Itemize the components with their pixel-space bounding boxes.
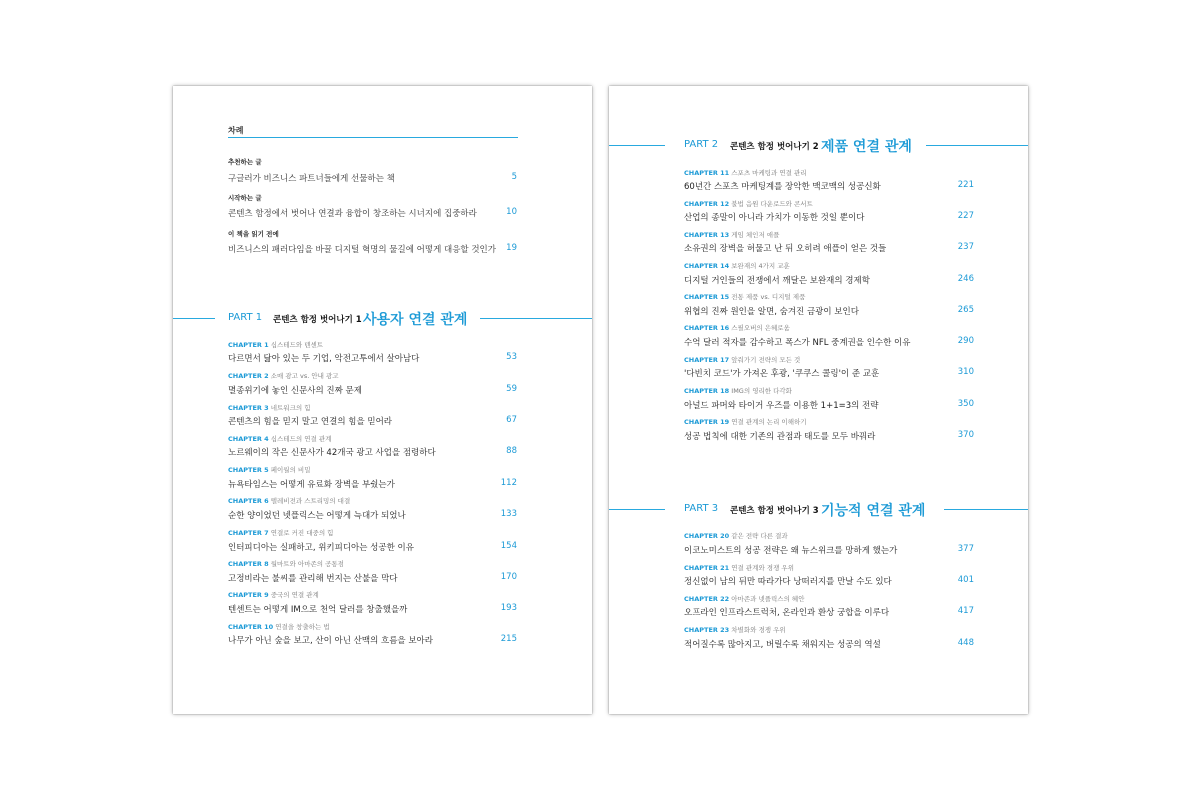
chapter-page-number: 227 (957, 211, 974, 221)
chapter-title: 나무가 아닌 숲을 보고, 산이 아닌 산맥의 흐름을 보아라 (228, 636, 433, 646)
toc-page-left (173, 86, 592, 714)
chapter-page-number: 417 (957, 606, 974, 616)
part-divider-line (173, 318, 215, 319)
preface-label: 이 책을 읽기 전에 (228, 230, 279, 238)
chapter-label: CHAPTER 17 앞줘가기 전략의 모든 것 (684, 356, 801, 364)
chapter-title: 오프라인 인프라스트럭처, 온라인과 환상 궁합을 이루다 (684, 608, 890, 618)
chapter-label: CHAPTER 21 연결 관계와 경쟁 우위 (684, 564, 794, 572)
chapter-page-number: 350 (957, 399, 974, 409)
chapter-page-number: 154 (500, 541, 517, 551)
chapter-label: CHAPTER 14 보완재의 4가지 교훈 (684, 262, 790, 270)
chapter-title: 텐센트는 어떻게 IM으로 천억 달러를 창출했을까 (228, 605, 408, 615)
chapter-label: CHAPTER 16 스필오버의 은혜로움 (684, 324, 790, 332)
chapter-title: 위협의 진짜 원인을 알면, 숨겨진 금광이 보인다 (684, 307, 859, 317)
chapter-label: CHAPTER 4 십스테드의 연결 관계 (228, 435, 332, 443)
chapter-title: 인터피디아는 실패하고, 위키피디아는 성공한 이유 (228, 543, 414, 553)
chapter-title: 아널드 파머와 타이거 우즈를 이용한 1+1=3의 전략 (684, 401, 879, 411)
chapter-label: CHAPTER 8 월마트와 아마존의 공통점 (228, 560, 344, 568)
chapter-page-number: 265 (957, 305, 974, 315)
preface-page-number: 10 (506, 207, 517, 217)
chapter-page-number: 377 (957, 544, 974, 554)
chapter-page-number: 53 (506, 352, 517, 362)
chapter-label: CHAPTER 22 아마존과 넷플릭스의 혜안 (684, 595, 805, 603)
chapter-page-number: 401 (957, 575, 974, 585)
chapter-page-number: 67 (506, 415, 517, 425)
chapter-label: CHAPTER 5 페이월의 비밀 (228, 466, 311, 474)
part-divider-line (609, 145, 665, 146)
chapter-title: 적어질수록 많아지고, 버릴수록 채워지는 성공의 역설 (684, 640, 881, 650)
part-subtitle: 콘텐츠 함정 벗어나기 3 (730, 506, 819, 516)
chapter-page-number: 246 (957, 274, 974, 284)
part-subtitle: 콘텐츠 함정 벗어나기 2 (730, 142, 819, 152)
chapter-title: 정신없이 남의 뒤만 따라가다 낭떠러지를 만날 수도 있다 (684, 577, 892, 587)
chapter-title: '다빈치 코드'가 가져온 후광, '쿠쿠스 콜링'이 준 교훈 (684, 369, 880, 379)
chapter-title: 디지털 거인들의 전쟁에서 깨달은 보완재의 경제학 (684, 276, 870, 286)
chapter-label: CHAPTER 1 십스테드와 텐센트 (228, 341, 324, 349)
chapter-label: CHAPTER 9 중국의 연결 관계 (228, 591, 319, 599)
chapter-title: 고정비라는 불씨를 관리해 번지는 산불을 막다 (228, 574, 398, 584)
chapter-title: 이코노미스트의 성공 전략은 왜 뉴스위크를 망하게 했는가 (684, 546, 898, 556)
chapter-page-number: 448 (957, 638, 974, 648)
chapter-page-number: 59 (506, 384, 517, 394)
chapter-title: 노르웨이의 작은 신문사가 42개국 광고 사업을 점령하다 (228, 448, 436, 458)
toc-title: 차례 (228, 126, 244, 135)
chapter-label: CHAPTER 7 연결로 커진 대중의 힘 (228, 529, 334, 537)
chapter-label: CHAPTER 13 게임 체인저 애플 (684, 231, 780, 239)
chapter-label: CHAPTER 15 전통 제품 vs. 디지털 제품 (684, 293, 806, 301)
chapter-title: 멸종위기에 놓인 신문사의 진짜 문제 (228, 386, 362, 396)
preface-title: 콘텐츠 함정에서 벗어나 연결과 융합이 창조하는 시너지에 집중하라 (228, 209, 477, 219)
part-title: 기능적 연결 관계 (821, 503, 926, 519)
chapter-title: 산업의 종말이 아니라 가치가 이동한 것일 뿐이다 (684, 213, 865, 223)
chapter-label: CHAPTER 18 IMG의 영리한 다각화 (684, 387, 792, 395)
preface-page-number: 5 (511, 172, 517, 182)
chapter-page-number: 112 (500, 478, 517, 488)
chapter-label: CHAPTER 2 소매 광고 vs. 안내 광고 (228, 372, 339, 380)
chapter-title: 소유권의 장벽을 허물고 난 뒤 오히려 애플이 얻은 것들 (684, 244, 887, 254)
preface-label: 시작하는 글 (228, 194, 262, 202)
chapter-page-number: 221 (957, 180, 974, 190)
chapter-label: CHAPTER 23 차별화와 경쟁 우위 (684, 626, 786, 634)
preface-title: 비즈니스의 패러다임을 바꿀 디지털 혁명의 물길에 어떻게 대응할 것인가 (228, 245, 496, 255)
toc-title-rule (228, 137, 518, 138)
part-title: 제품 연결 관계 (821, 139, 912, 155)
part-subtitle: 콘텐츠 함정 벗어나기 1 (273, 315, 362, 325)
chapter-page-number: 170 (500, 572, 517, 582)
chapter-title: 성공 법칙에 대한 기존의 관점과 태도를 모두 바꿔라 (684, 432, 876, 442)
chapter-label: CHAPTER 6 텔레비전과 스트리밍의 대결 (228, 497, 351, 505)
chapter-title: 뉴욕타임스는 어떻게 유료화 장벽을 부쉈는가 (228, 480, 395, 490)
chapter-page-number: 193 (500, 603, 517, 613)
chapter-page-number: 133 (500, 509, 517, 519)
preface-page-number: 19 (506, 243, 517, 253)
chapter-title: 60년간 스포츠 마케팅계를 장악한 맥코맥의 성공신화 (684, 182, 881, 192)
toc-page-right (609, 86, 1028, 714)
chapter-label: CHAPTER 19 연결 관계의 논리 이해하기 (684, 418, 807, 426)
preface-label: 추천하는 글 (228, 158, 262, 166)
part-divider-line (944, 509, 1028, 510)
chapter-label: CHAPTER 3 네트워크의 힘 (228, 404, 311, 412)
part-label: PART 1 (228, 312, 263, 323)
chapter-title: 수억 달러 적자를 감수하고 폭스가 NFL 중계권을 인수한 이유 (684, 338, 911, 348)
chapter-label: CHAPTER 11 스포츠 마케팅과 연결 관리 (684, 169, 807, 177)
chapter-page-number: 237 (957, 242, 974, 252)
part-label: PART 2 (684, 139, 719, 150)
chapter-page-number: 215 (500, 634, 517, 644)
chapter-title: 콘텐츠의 힘을 믿지 말고 연결의 힘을 믿어라 (228, 417, 393, 427)
part-title: 사용자 연결 관계 (363, 312, 468, 328)
part-divider-line (926, 145, 1028, 146)
chapter-title: 다르면서 닮아 있는 두 기업, 악전고투에서 살아남다 (228, 354, 420, 364)
chapter-label: CHAPTER 10 연결을 창출하는 법 (228, 623, 330, 631)
chapter-label: CHAPTER 12 불법 음원 다운로드와 콘서트 (684, 200, 813, 208)
part-divider-line (480, 318, 592, 319)
part-label: PART 3 (684, 503, 719, 514)
chapter-page-number: 88 (506, 446, 517, 456)
chapter-page-number: 310 (957, 367, 974, 377)
chapter-label: CHAPTER 20 같은 전략 다른 결과 (684, 532, 788, 540)
chapter-page-number: 370 (957, 430, 974, 440)
preface-title: 구글러가 비즈니스 파트너들에게 선물하는 책 (228, 174, 395, 184)
chapter-title: 순한 양이었던 넷플릭스는 어떻게 늑대가 되었나 (228, 511, 406, 521)
part-divider-line (609, 509, 665, 510)
chapter-page-number: 290 (957, 336, 974, 346)
